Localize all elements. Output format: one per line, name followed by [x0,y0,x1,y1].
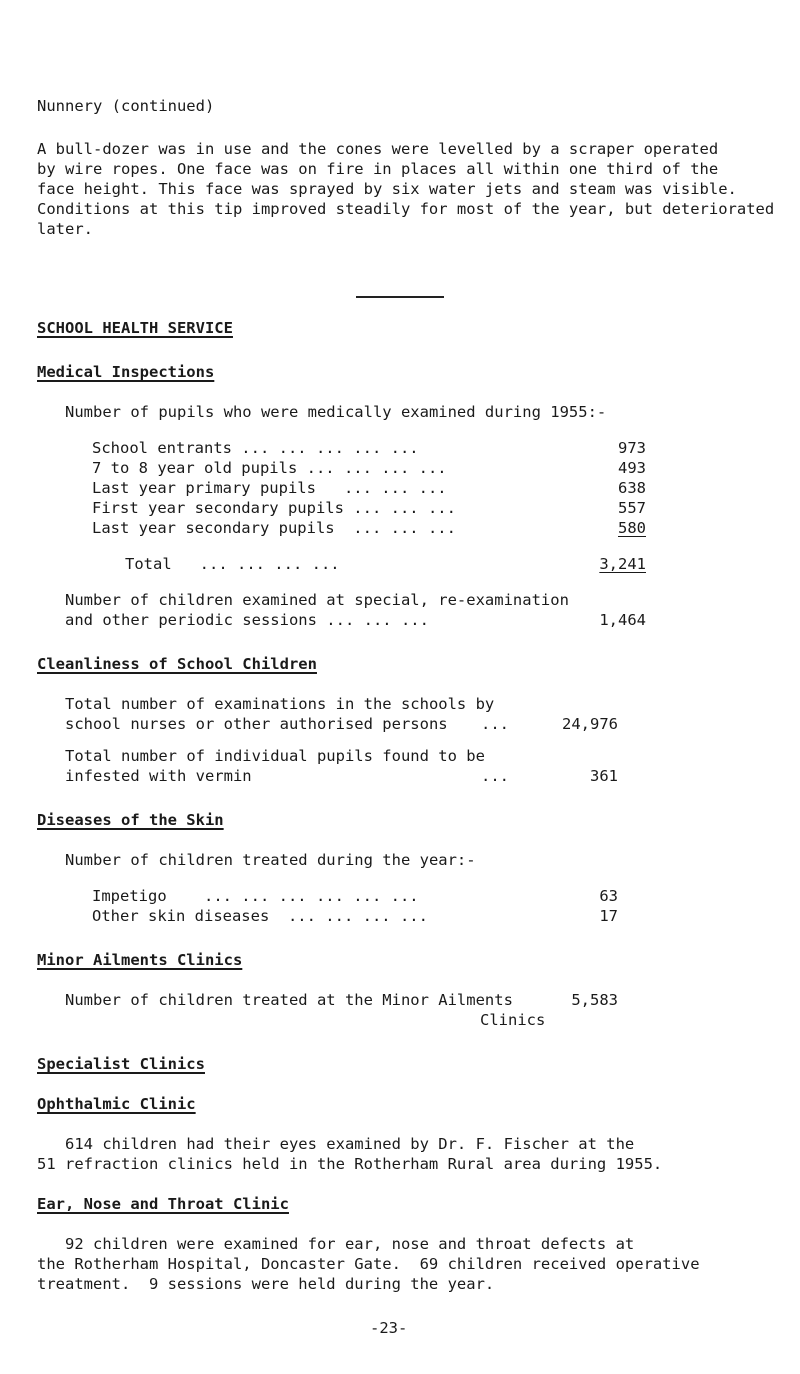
cleanliness-line: school nurses or other authorised persons [65,715,448,733]
total-value: 3,241 [599,555,646,573]
total-label: Total ... ... ... ... [125,555,340,573]
skin-intro: Number of children treated during the year:- [65,851,476,869]
ophthalmic-clinic-heading: Ophthalmic Clinic [37,1095,196,1113]
cleanliness-heading: Cleanliness of School Children [37,655,317,673]
medical-inspections-heading: Medical Inspections [37,363,215,381]
cleanliness-dots: ... [481,767,509,785]
ent-line: 92 children were examined for ear, nose and throat defects at [65,1235,635,1253]
cleanliness-line: Total number of individual pupils found to be [65,747,485,765]
table-row-label: 7 to 8 year old pupils ... ... ... ... [92,459,447,477]
paragraph-line: by wire ropes. One face was on fire in places all within one third of the [37,160,719,178]
section-divider [356,296,444,298]
ophthalmic-line: 51 refraction clinics held in the Rotherham Rural area during 1955. [37,1155,663,1173]
special-sessions-line: and other periodic sessions ... ... ... [65,611,429,629]
table-row-value: 580 [618,519,646,537]
cleanliness-dots: ... [481,715,509,733]
table-row-value: 557 [618,499,646,517]
minor-ailments-heading: Minor Ailments Clinics [37,951,243,969]
minor-ailments-line: Clinics [480,1011,546,1029]
page-number: -23- [370,1319,408,1337]
ophthalmic-line: 614 children had their eyes examined by Dr. F. Fischer at the [65,1135,635,1153]
paragraph-line: later. [37,220,93,238]
ent-line: the Rotherham Hospital, Doncaster Gate. 69 children received operative [37,1255,700,1273]
paragraph-line: Conditions at this tip improved steadily for most of the year, but deteriorated [37,200,775,218]
table-row-label: Impetigo ... ... ... ... ... ... [92,887,419,905]
paragraph-line: face height. This face was sprayed by six water jets and steam was visible. [37,180,737,198]
cleanliness-value: 24,976 [562,715,618,733]
section-title: SCHOOL HEALTH SERVICE [37,319,233,337]
table-row-value: 973 [618,439,646,457]
table-row-value: 638 [618,479,646,497]
cleanliness-line: infested with vermin [65,767,252,785]
minor-ailments-line: Number of children treated at the Minor Ailments [65,991,513,1009]
table-row-value: 493 [618,459,646,477]
continued-heading: Nunnery (continued) [37,97,215,115]
table-row-label: Last year primary pupils ... ... ... [92,479,447,497]
table-row-label: Last year secondary pupils ... ... ... [92,519,456,537]
table-row-value: 17 [599,907,618,925]
paragraph-line: A bull-dozer was in use and the cones were levelled by a scraper operated [37,140,719,158]
table-row-label: Other skin diseases ... ... ... ... [92,907,428,925]
table-row-label: First year secondary pupils ... ... ... [92,499,456,517]
cleanliness-value: 361 [590,767,618,785]
ent-clinic-heading: Ear, Nose and Throat Clinic [37,1195,289,1213]
skin-diseases-heading: Diseases of the Skin [37,811,224,829]
ent-line: treatment. 9 sessions were held during the year. [37,1275,495,1293]
medical-intro: Number of pupils who were medically examined during 1955:- [65,403,607,421]
special-sessions-line: Number of children examined at special, re-examination [65,591,569,609]
specialist-clinics-heading: Specialist Clinics [37,1055,205,1073]
minor-ailments-value: 5,583 [571,991,618,1009]
table-row-value: 63 [599,887,618,905]
special-sessions-value: 1,464 [599,611,646,629]
cleanliness-line: Total number of examinations in the schools by [65,695,495,713]
table-row-label: School entrants ... ... ... ... ... [92,439,419,457]
